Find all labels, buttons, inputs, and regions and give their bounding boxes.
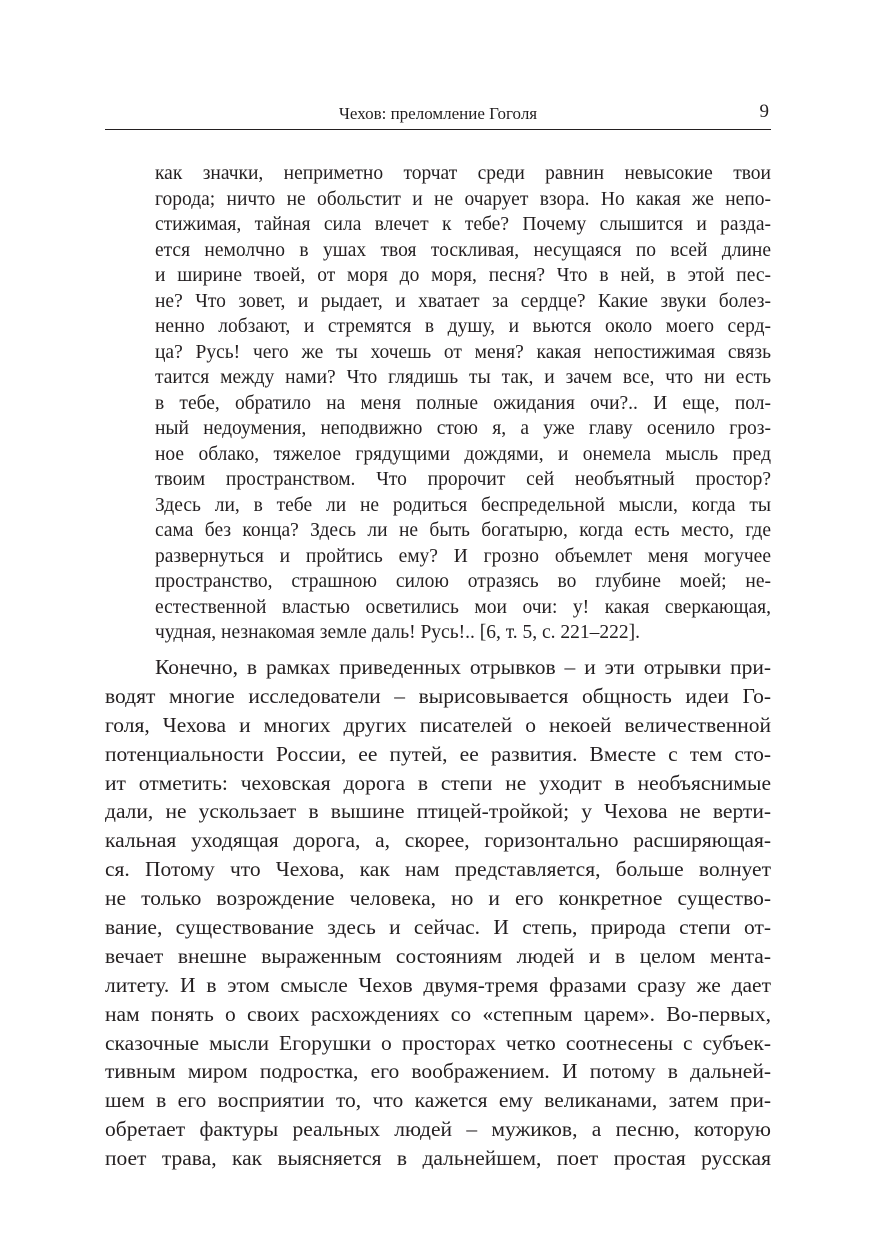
body-line: кальная уходящая дорога, а, скорее, горизонтально расширяющая- xyxy=(105,828,771,853)
block-quote xyxy=(155,161,771,646)
body-line: обретает фактуры реальных людей – мужиков, а песню, которую xyxy=(105,1117,771,1142)
quote-line: ный недоумения, неподвижно стою я, а уже главу осенило гроз- xyxy=(155,418,771,439)
quote-line: в тебе, обратило на меня полные ожидания очи?.. И еще, пол- xyxy=(155,392,771,414)
body-line: голя, Чехова и многих других писателей о некоей величественной xyxy=(105,712,771,737)
body-paragraph xyxy=(105,653,771,1173)
quote-line: твоим пространством. Что пророчит сей необъятный простор? xyxy=(155,469,771,490)
quote-line: стижимая, тайная сила влечет к тебе? Почему слышится и разда- xyxy=(155,214,771,235)
quote-line: развернуться и пройтись ему? И грозно объемлет меня могучее xyxy=(155,545,771,567)
quote-line: ненно лобзают, и стремятся в душу, и вьются около моего серд- xyxy=(155,316,771,337)
page-number: 9 xyxy=(759,101,769,122)
quote-line: сама без конца? Здесь ли не быть богатырю, когда есть место, где xyxy=(155,520,771,541)
running-title: Чехов: преломление Гоголя xyxy=(338,104,538,123)
body-line: поет трава, как выясняется в дальнейшем, поет простая русская xyxy=(105,1146,771,1171)
body-line: Конечно, в рамках приведенных отрывков – и эти отрывки при- xyxy=(155,655,771,679)
quote-line: ется немолчно в ушах твоя тоскливая, несущаяся по всей длине xyxy=(155,239,771,261)
body-line: водят многие исследователи – вырисовывается общность идеи Го- xyxy=(105,683,771,708)
quote-line: ца? Русь! чего же ты хочешь от меня? какая непостижимая связь xyxy=(155,341,771,363)
page-header xyxy=(105,99,771,130)
body-line: тивным миром подростка, его воображением. И потому в дальней- xyxy=(105,1059,771,1084)
quote-line: и ширине твоей, от моря до моря, песня? Что в ней, в этой пес- xyxy=(155,265,771,286)
quote-line: Здесь ли, в тебе ли не родиться беспредельной мысли, когда ты xyxy=(155,494,771,516)
quote-line: города; ничто не обольстит и не очарует взора. Но какая же непо- xyxy=(155,188,771,210)
body-line: ит отметить: чеховская дорога в степи не уходит в необъяснимые xyxy=(105,770,771,795)
body-line: не только возрождение человека, но и его конкретное существо- xyxy=(105,886,771,911)
quote-line: пространство, страшною силою отразясь во глубине моей; не- xyxy=(155,571,771,592)
quote-line: естественной властью осветились мои очи: у! какая сверкающая, xyxy=(155,596,771,618)
body-line: ся. Потому что Чехова, как нам представляется, больше волнует xyxy=(105,857,771,882)
body-line: шем в его восприятии то, что кажется ему великанами, затем при- xyxy=(105,1088,771,1113)
body-line: дали, не ускользает в вышине птицей-тройкой; у Чехова не верти- xyxy=(105,799,771,824)
body-line: потенциальности России, ее путей, ее развития. Вместе с тем сто- xyxy=(105,741,771,766)
body-line: вечает внешне выраженным состояниям людей и в целом мента- xyxy=(105,943,771,968)
body-line: вание, существование здесь и сейчас. И степь, природа степи от- xyxy=(105,915,771,940)
quote-line: не? Что зовет, и рыдает, и хватает за сердце? Какие звуки болез- xyxy=(155,290,771,312)
quote-line: чудная, незнакомая земле даль! Русь!.. [6, т. 5, с. 221–222]. xyxy=(155,622,641,643)
body-line: литету. И в этом смысле Чехов двумя-тремя фразами сразу же дает xyxy=(105,972,771,997)
quote-line: таится между нами? Что глядишь ты так, и зачем все, что ни есть xyxy=(155,367,771,388)
body-line: сказочные мысли Егорушки о просторах четко соотнесены с субъек- xyxy=(105,1030,771,1055)
quote-line: ное облако, тяжелое грядущими дождями, и онемела мысль пред xyxy=(155,443,771,465)
quote-line: как значки, неприметно торчат среди равнин невысокие твои xyxy=(155,163,771,184)
body-line: нам понять о своих расхождениях со «степным царем». Во-первых, xyxy=(105,1001,771,1026)
